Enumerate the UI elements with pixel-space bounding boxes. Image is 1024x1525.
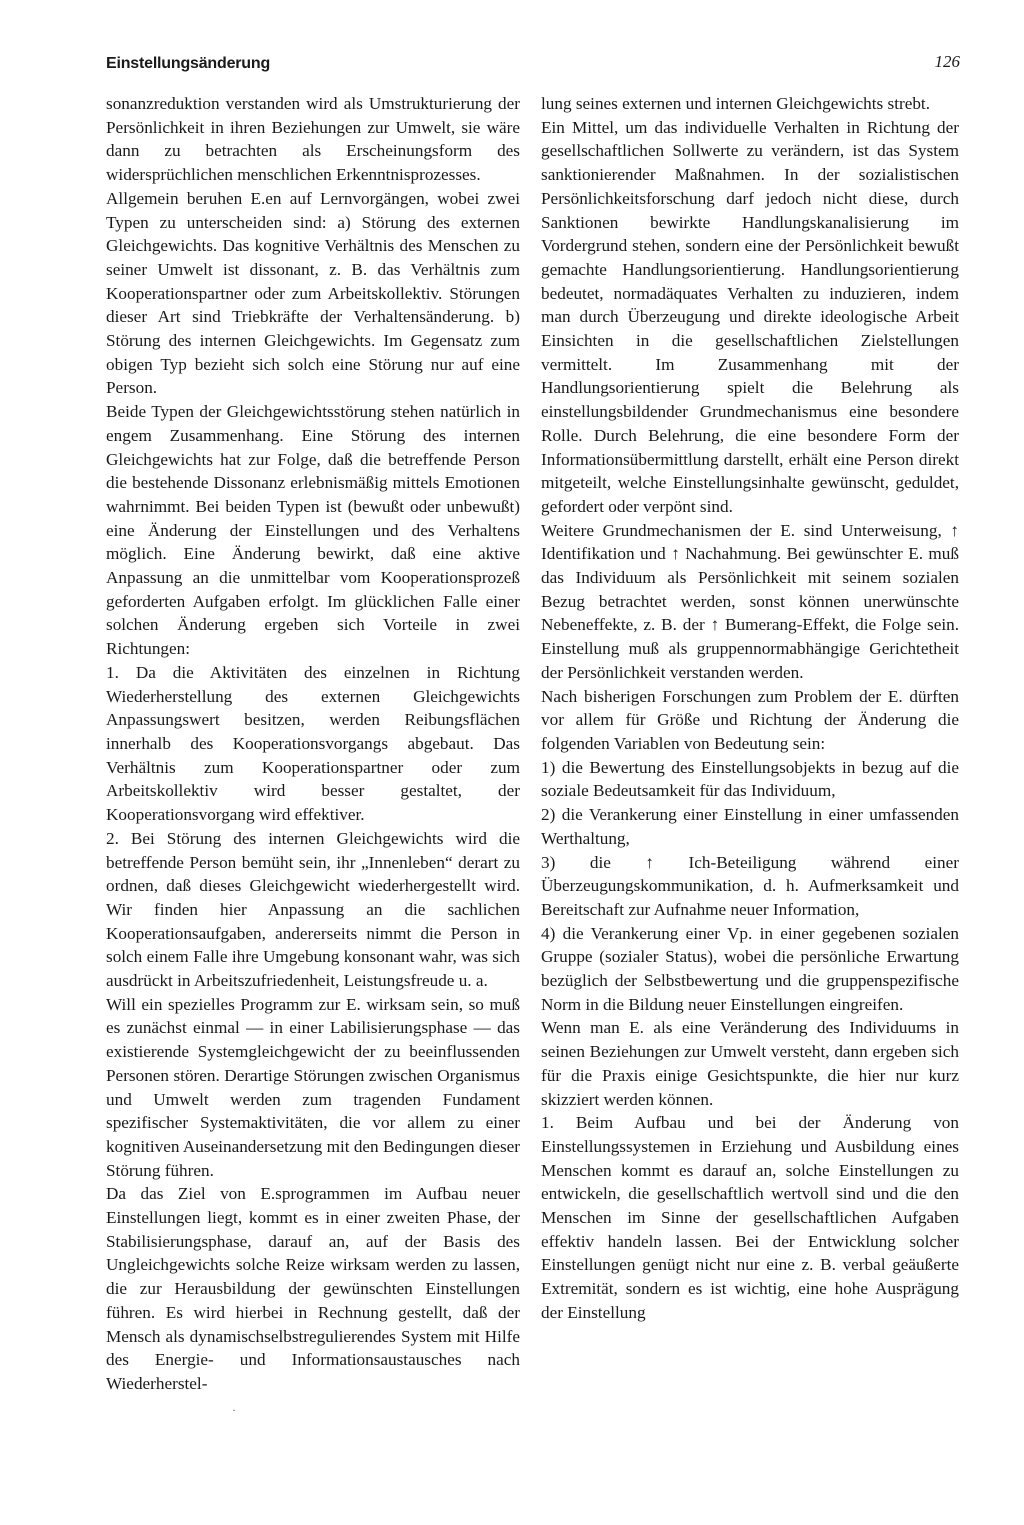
paragraph: Wenn man E. als eine Veränderung des Individuums in seinen Beziehungen zur Umwelt versteht, dann ergeben sich für die Praxis einige Gesichtspunkte, die hier nur kurz skizziert werden können. [541,1018,959,1109]
paragraph: sonanzreduktion verstanden wird als Umstrukturierung der Persönlichkeit in ihren Beziehungen zur Umwelt, sie wäre dann zu betrachten als Erscheinungsform des widersprüchlichen menschlichen Erkenntnisprozesses. [106,94,520,185]
paragraph: Will ein spezielles Programm zur E. wirksam sein, so muß es zunächst einmal — in einer Labilisierungsphase — das existierende Systemgleichgewicht der zu beeinflussenden Personen stören. Derartige Störungen zwischen Organismus und Umwelt werden zum tragenden Fundament spezifischer Systemaktivitäten, die vor allem zu einer kognitiven Auseinandersetzung mit den Bedingungen dieser Störung führen. [106,994,520,1180]
paragraph: 1) die Bewertung des Einstellungsobjekts in bezug auf die soziale Bedeutsamkeit für das Individuum, [541,757,959,801]
print-speck: · [232,1403,236,1417]
paragraph: Beide Typen der Gleichgewichtsstörung stehen natürlich in engem Zusammenhang. Eine Störung des internen Gleichgewichts hat zur Folge, daß die betreffende Person die bestehende Dissonanz erlebnismäßig mittels Emotionen wahrnimmt. Bei beiden Typen ist (bewußt oder unbewußt) eine Änderung der Einstellungen und des Verhaltens möglich. Eine Änderung bewirkt, daß eine aktive Anpassung an die unmittelbar vom Kooperationsprozeß geforderten Aufgaben erfolgt. Im glücklichen Falle einer solchen Änderung ergeben sich Vorteile in zwei Richtungen: [106,402,520,659]
paragraph: lung seines externen und internen Gleichgewichts strebt. [541,94,930,113]
paragraph: 4) die Verankerung einer Vp. in einer gegebenen sozialen Gruppe (sozialer Status), wobei die persönliche Erwartung bezüglich der Selbstbewertung und die gruppenspezifische Norm in die Bildung neuer Einstellungen eingreifen. [541,923,959,1014]
paragraph: 1. Da die Aktivitäten des einzelnen in Richtung Wiederherstellung des externen Gleichgewichts Anpassungswert besitzen, werden Reibungsflächen innerhalb des Kooperationsvorgangs abgebaut. Das Verhältnis zum Kooperationspartner oder zum Arbeitskollektiv wird besser gestaltet, der Kooperationsvorgang wird effektiver. [106,662,520,825]
page-number: 126 [934,52,960,71]
entry-header-term: Einstellungsänderung [106,55,271,72]
paragraph: Weitere Grundmechanismen der E. sind Unterweisung, ↑ Identifikation und ↑ Nachahmung. Bei gewünschter E. muß das Individuum als Persönlichkeit mit seinem sozialen Bezug betrachtet werden, sonst können unerwünschte Nebeneffekte, z. B. der ↑ Bumerang-Effekt, die Folge sein. Einstellung muß als gruppennormabhängige Gerichtetheit der Persönlichkeit verstanden werden. [541,520,959,682]
paragraph: Ein Mittel, um das individuelle Verhalten in Richtung der gesellschaftlichen Sollwerte zu verändern, ist das System sanktionierender Maßnahmen. In der sozialistischen Persönlichkeitsforschung darf jedoch nicht diese, durch Sanktionen bewirkte Handlungskanalisierung im Vordergrund stehen, sondern eine der Persönlichkeit bewußt gemachte Handlungsorientierung. Handlungsorientierung bedeutet, normadäquates Verhalten zu induzieren, indem man durch Überzeugung und direkte ideologische Arbeit Einsichten in die gesellschaftlichen Zielstellungen vermittelt. Im Zusammenhang mit der Handlungsorientierung spielt die Belehrung als einstellungsbildender Grundmechanismus eine besondere Rolle. Durch Belehrung, die eine besondere Form der Informationsübermittlung darstellt, erhält eine Person direkt mitgeteilt, welche Einstellungsinhalte gewünscht, geduldet, gefordert oder verpönt sind. [541,117,959,516]
paragraph: Allgemein beruhen E.en auf Lernvorgängen, wobei zwei Typen zu unterscheiden sind: a) Störung des externen Gleichgewichts. Das kognitive Verhältnis des Menschen zu seiner Umwelt ist dissonant, z. B. das Verhältnis zum Kooperationspartner oder zum Arbeitskollektiv. Störungen dieser Art sind Triebkräfte der Verhaltensänderung. b) Störung des internen Gleichgewichts. Im Gegensatz zum obigen Typ bezieht sich solch eine Störung nur auf eine Person. [106,188,520,398]
right-text-column [541,92,959,1325]
paragraph: Da das Ziel von E.sprogrammen im Aufbau neuer Einstellungen liegt, kommt es in einer zweiten Phase, der Stabilisierungsphase, darauf an, auf der Basis des Ungleichgewichts solche Reize wirksam werden zu lassen, die zur Herausbildung der gewünschten Einstellungen führen. Es wird hierbei in Rechnung gestellt, daß der Mensch als dynamischselbstregulierendes System mit Hilfe des Energie- und Informationsaustausches nach Wiederherstel- [106,1184,520,1393]
paragraph: 2) die Verankerung einer Einstellung in einer umfassenden Werthaltung, [541,805,959,848]
paragraph: 1. Beim Aufbau und bei der Änderung von Einstellungssystemen in Erziehung und Ausbildung eines Menschen kommt es darauf an, solche Einstellungen zu entwickeln, die gesellschaftlich wertvoll sind und die den Menschen im Sinne der gesellschaftlichen Aufgaben effektiv handeln lassen. Bei der Entwicklung solcher Einstellungen genügt nicht nur eine z. B. verbal geäußerte Extremität, sondern es ist wichtig, eine hohe Ausprägung der Einstellung [541,1113,959,1322]
left-text-column [106,92,520,1396]
paragraph: Nach bisherigen Forschungen zum Problem der E. dürften vor allem für Größe und Richtung der Änderung die folgenden Variablen von Bedeutung sein: [541,686,959,753]
paragraph: 3) die ↑ Ich-Beteiligung während einer Überzeugungskommunikation, d. h. Aufmerksamkeit und Bereitschaft zur Aufnahme neuer Information, [541,852,959,919]
paragraph: 2. Bei Störung des internen Gleichgewichts wird die betreffende Person bemüht sein, ihr „Innenleben“ derart zu ordnen, daß dieses Gleichgewicht wiederhergestellt wird. Wir finden hier Anpassung an die sachlichen Kooperationsaufgaben, andererseits nimmt die Person in solch einem Falle ihre Umgebung konsonant wahr, was sich ausdrückt in Arbeitszufriedenheit, Leistungsfreude u. a. [106,828,520,991]
